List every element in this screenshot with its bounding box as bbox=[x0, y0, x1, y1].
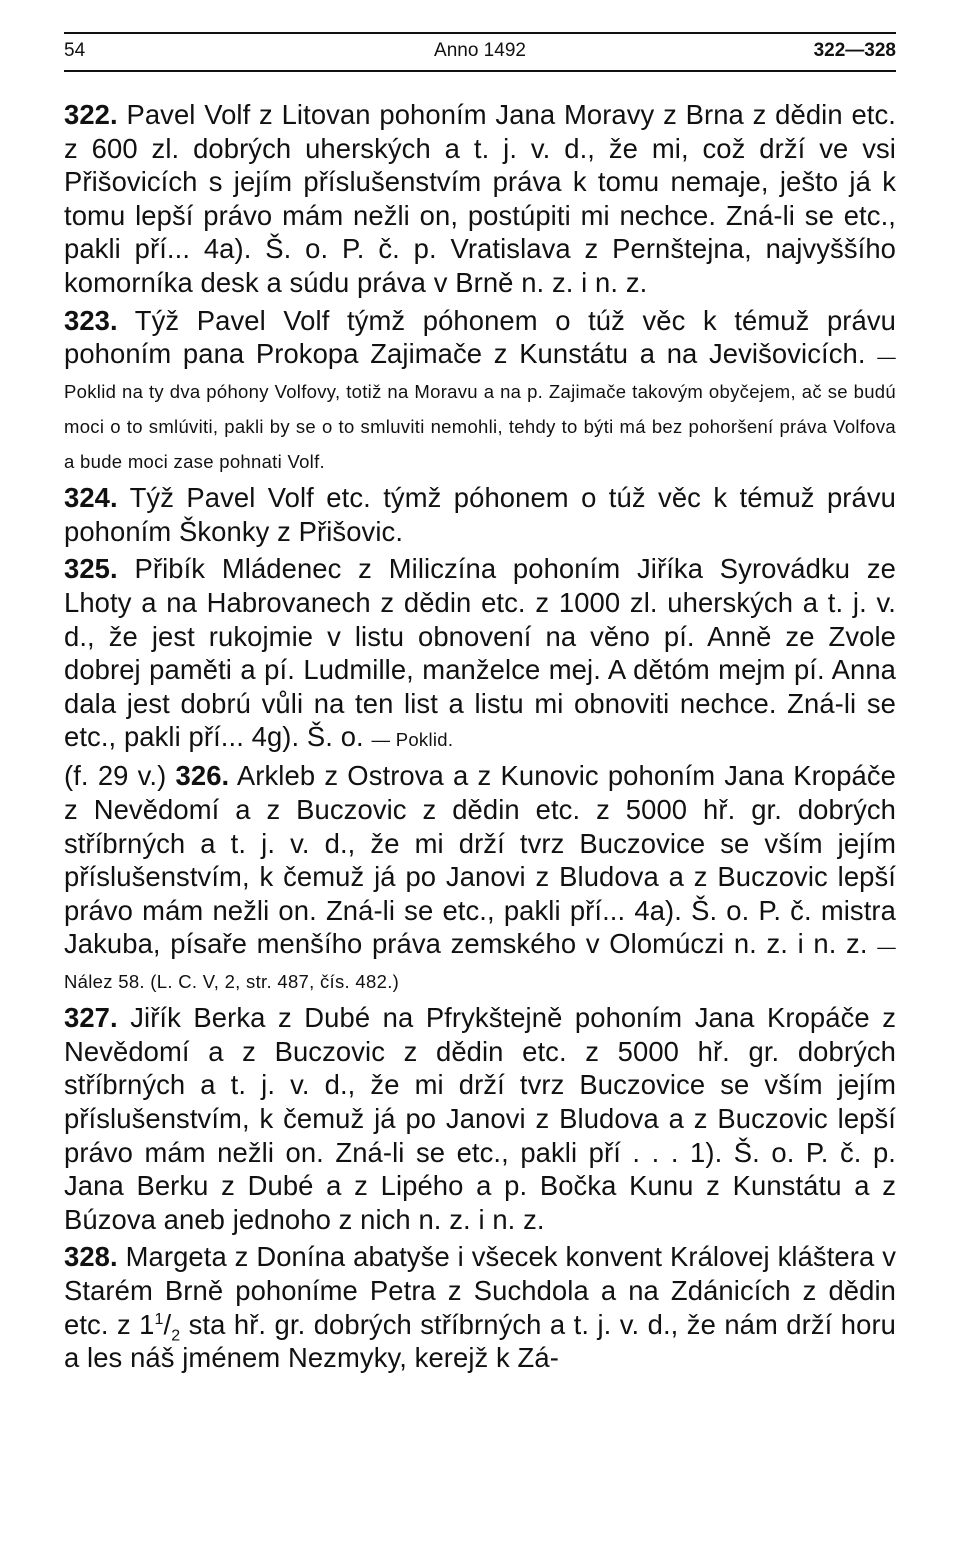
entry-325 bbox=[64, 552, 896, 755]
entry-326 bbox=[64, 759, 896, 997]
entry-note: — Poklid. bbox=[371, 729, 454, 751]
entry-322 bbox=[64, 98, 896, 300]
running-title: Anno 1492 bbox=[434, 40, 526, 61]
entry-328: 328. Margeta z Donína abatyše i všecek konvent Královej kláštera v Starém Brně pohoníme Petra z Suchdola a na Zdánicích z dědin etc. z $1^1/_2$ sta hř. gr. dobrých stříbrných a t. j. v. d., že nám drží horu a les náš jménem Nezmyky, kerejž k Zá- bbox=[64, 1241, 896, 1374]
entry-number: 324. bbox=[64, 482, 118, 514]
entry-number: 328. bbox=[64, 1241, 118, 1273]
entry-text: Týž Pavel Volf etc. týmž póhonem o túž věc k témuž právu pohoním Škonky z Přišovic. bbox=[64, 482, 896, 547]
running-header bbox=[64, 32, 896, 72]
fraction-denominator: 2 bbox=[171, 1327, 181, 1345]
entry-number: 322. bbox=[64, 99, 118, 130]
entry-number: 325. bbox=[64, 553, 118, 585]
entry-text: Jiřík Berka z Dubé na Pfrykštejně pohoním Jana Kropáče z Nevědomí a z Buczovic z dědin etc. z 5000 hř. gr. dobrých stříbrných a t. j. v. d., že mi drží tvrz Buczovice se vším jejím příslušenstvím, k čemuž já po Janovi z Bludova a z Buczovic lepší právo mám nežli on. Zná-li se etc., pakli pří . . . 1). Š. o. P. č. p. Jana Berku z Dubé a z Lipého a p. Bočka Kunu z Kunstátu a z Búzova aneb jednoho z nich n. z. i n. z. bbox=[64, 1002, 896, 1235]
entry-note: — Nález 58. (L. C. V, 2, str. 487, čís. 482.) bbox=[64, 936, 896, 993]
entry-text: sta hř. gr. dobrých stříbrných a t. j. v. d., že nám drží horu a les náš jménem Nezmyky, kerejž k Zá- bbox=[64, 1308, 896, 1374]
entry-number: 323. bbox=[64, 304, 118, 336]
entry-text: Přibík Mládenec z Miliczína pohoním Jiříka Syrovádku ze Lhoty a na Habrovanech z dědin etc. z 1000 zl. uherských a t. j. v. d., že jest rukojmie v listu obnovení na věno pí. Anně ze Zvole dobrej paměti a pí. Ludmille, manželce mej. A dětóm mejm pí. Anna dala jest dobrú vůli na ten list a listu mi obnoviti nechce. Zná-li se etc., pakli pří... 4g). Š. o. bbox=[64, 553, 896, 753]
entry-text: Týž Pavel Volf týmž póhonem o túž věc k témuž právu pohoním pana Prokopa Zajimače z Kunstátu a na Jevišovicích. bbox=[64, 304, 896, 370]
entry-note: — Poklid na ty dva póhony Volfovy, totiž na Moravu a na p. Zajimače takovým obyčejem, ač se budú moci o to smlúviti, pakli by se o to smluviti nemohli, tehdy to býti má bez pohoršení práva Volfova a bude moci zase pohnati Volf. bbox=[64, 346, 896, 473]
entry-number: 327. bbox=[64, 1002, 118, 1034]
main-text bbox=[64, 98, 896, 1379]
entry-range: 322—328 bbox=[813, 40, 896, 61]
entry-number: 326. bbox=[175, 760, 230, 792]
entry-text: Pavel Volf z Litovan pohoním Jana Moravy z Brna z dědin etc. z 600 zl. dobrých uherských a t. j. v. d., že mi, což drží ve vsi Přišovicích s jejím příslušenstvím práva k tomu nemaje, ješto já k tomu lepší právo mám nežli on, postúpiti mi nechce. Zná-li se etc., pakli pří... 4a). Š. o. P. č. p. Vratislava z Pernštejna, najvyššího komorníka desk a súdu práva v Brně n. z. i n. z. bbox=[64, 99, 896, 298]
entry-text: Arkleb z Ostrova a z Kunovic pohoním Jana Kropáče z Nevědomí a z Buczovic z dědin etc. z 5000 hř. gr. dobrých stříbrných a t. j. v. d., že mi drží tvrz Buczovice se vším jejím příslušenstvím, k čemuž já po Janovi z Bludova a z Buczovic lepší právo mám nežli on. Zná-li se etc., pakli pří... 4a). Š. o. P. č. mistra Jakuba, písaře menšího práva zemského v Olomúczi n. z. i n. z. bbox=[64, 760, 896, 960]
fraction-numerator: 1 bbox=[154, 1310, 164, 1328]
folio-prefix: (f. 29 v.) bbox=[64, 760, 176, 792]
entry-text: Margeta z Donína abatyše i všecek konvent Královej kláštera v Starém Brně pohoníme Petra z Suchdola a na Zdánicích z dědin etc. z 1 bbox=[64, 1241, 896, 1340]
entry-324 bbox=[64, 481, 896, 548]
entry-323 bbox=[64, 304, 896, 478]
page-number: 54 bbox=[64, 40, 86, 61]
entry-327 bbox=[64, 1001, 896, 1236]
